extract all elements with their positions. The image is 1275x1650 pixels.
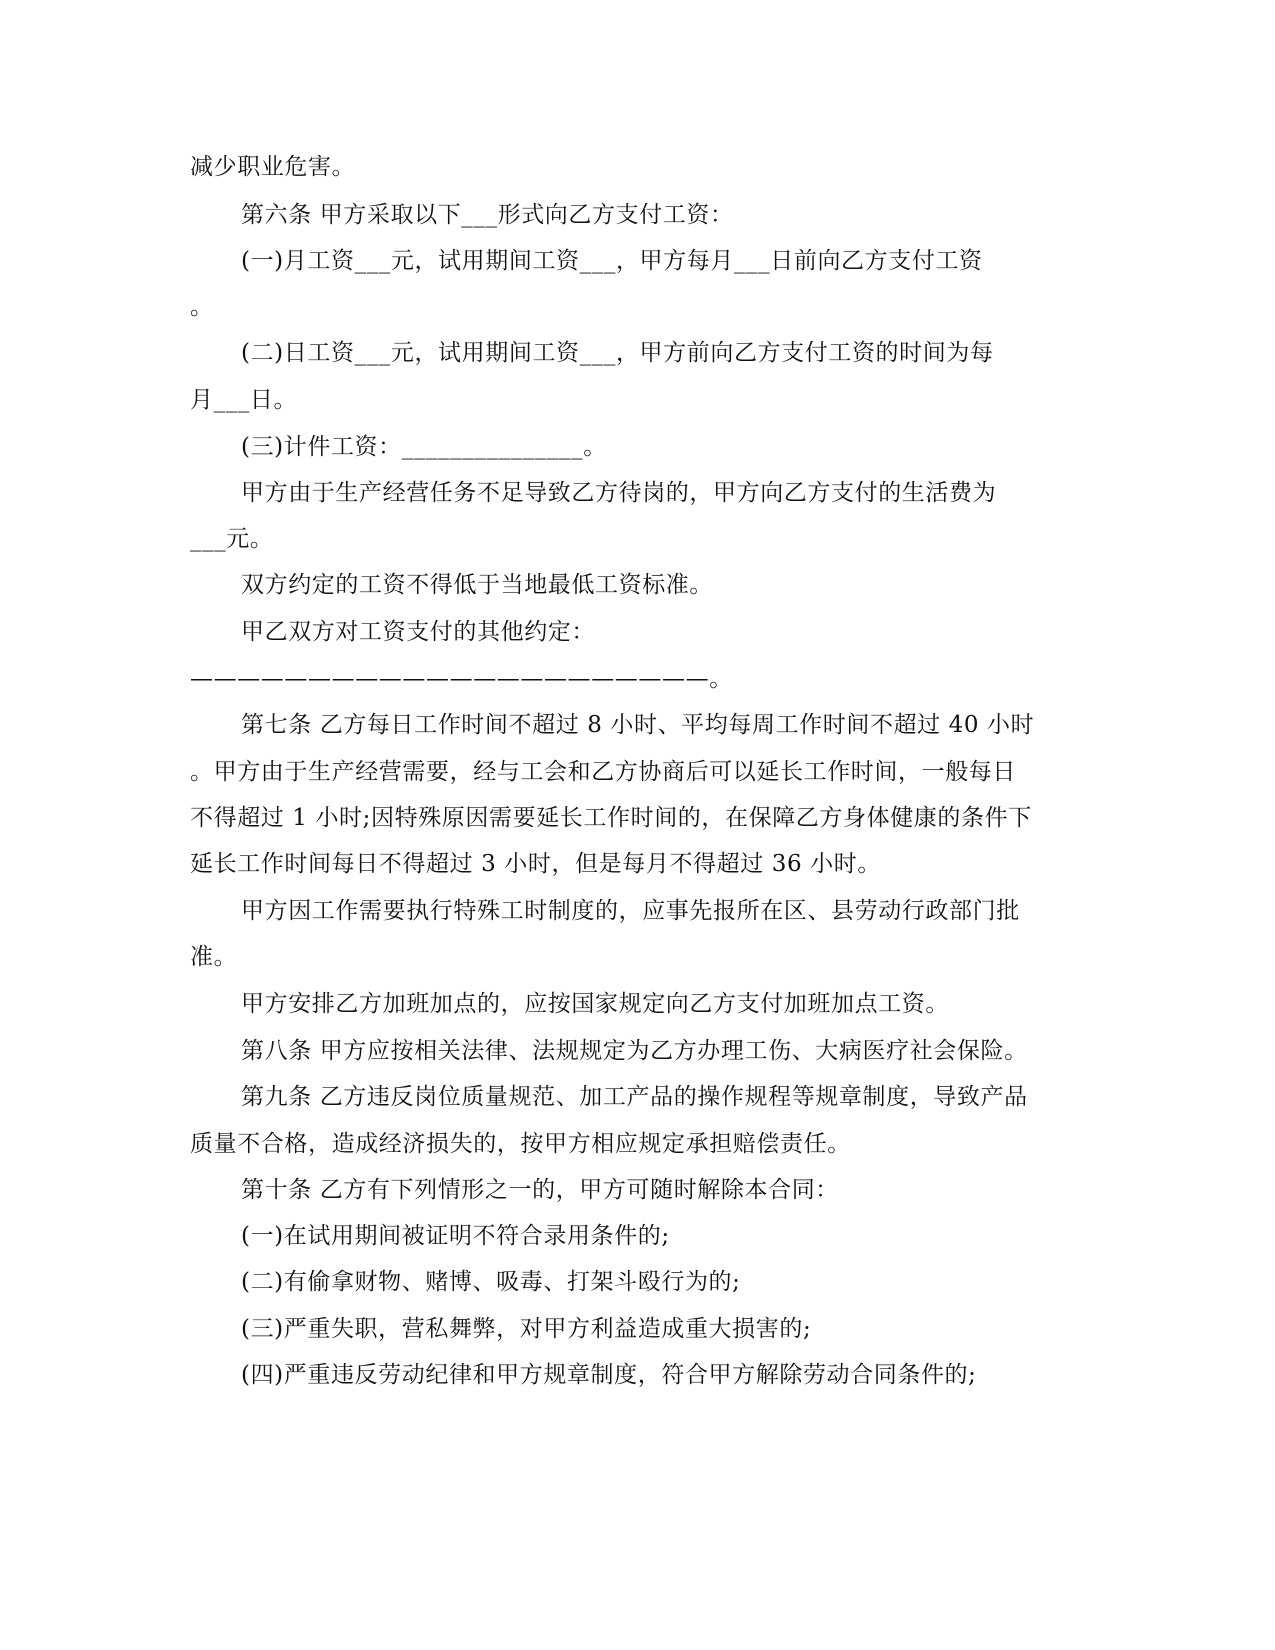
article-10-heading: 第十条 乙方有下列情形之一的，甲方可随时解除本合同： xyxy=(241,1177,839,1203)
list-item: (四)严重违反劳动纪律和甲方规章制度，符合甲方解除劳动合同条件的; xyxy=(241,1362,977,1388)
text-line: 月___日。 xyxy=(190,387,298,413)
text-line: 甲方由于生产经营任务不足导致乙方待岗的，甲方向乙方支付的生活费为 xyxy=(241,480,997,506)
article-9-heading: 第九条 乙方违反岗位质量规范、加工产品的操作规程等规章制度，导致产品 xyxy=(241,1084,1028,1110)
text-line: 甲方安排乙方加班加点的，应按国家规定向乙方支付加班加点工资。 xyxy=(241,991,949,1017)
article-8-heading: 第八条 甲方应按相关法律、法规规定为乙方办理工伤、大病医疗社会保险。 xyxy=(241,1038,1028,1064)
text-line: (二)日工资___元，试用期间工资___，甲方前向乙方支付工资的时间为每 xyxy=(241,340,994,366)
text-line: (一)月工资___元，试用期间工资___，甲方每月___日前向乙方支付工资 xyxy=(241,248,983,274)
list-item: (一)在试用期间被证明不符合录用条件的; xyxy=(241,1223,670,1249)
text-line: ——————————————————————。 xyxy=(190,666,733,692)
text-line: 不得超过 1 小时;因特殊原因需要延长工作时间的，在保障乙方身体健康的条件下 xyxy=(190,805,1032,831)
text-line: 准。 xyxy=(190,944,238,970)
article-6-heading: 第六条 甲方采取以下___形式向乙方支付工资： xyxy=(241,202,734,228)
list-item: (二)有偷拿财物、赌博、吸毒、打架斗殴行为的; xyxy=(241,1269,741,1295)
text-line: 质量不合格，造成经济损失的，按甲方相应规定承担赔偿责任。 xyxy=(190,1131,851,1157)
text-line: 延长工作时间每日不得超过 3 小时，但是每月不得超过 36 小时。 xyxy=(190,851,881,877)
article-7-heading: 第七条 乙方每日工作时间不超过 8 小时、平均每周工作时间不超过 40 小时 xyxy=(241,712,1035,738)
list-item: (三)严重失职，营私舞弊，对甲方利益造成重大损害的; xyxy=(241,1316,812,1342)
text-line: 。甲方由于生产经营需要，经与工会和乙方协商后可以延长工作时间，一般每日 xyxy=(190,759,1016,785)
text-line: (三)计件工资：_______________。 xyxy=(241,434,607,460)
text-line: 甲方因工作需要执行特殊工时制度的，应事先报所在区、县劳动行政部门批 xyxy=(241,898,1020,924)
text-line: ___元。 xyxy=(190,526,274,552)
text-line: 甲乙双方对工资支付的其他约定： xyxy=(241,619,595,645)
text-line: 双方约定的工资不得低于当地最低工资标准。 xyxy=(241,572,713,598)
text-line: 。 xyxy=(190,294,214,320)
text-line: 减少职业危害。 xyxy=(190,154,356,180)
